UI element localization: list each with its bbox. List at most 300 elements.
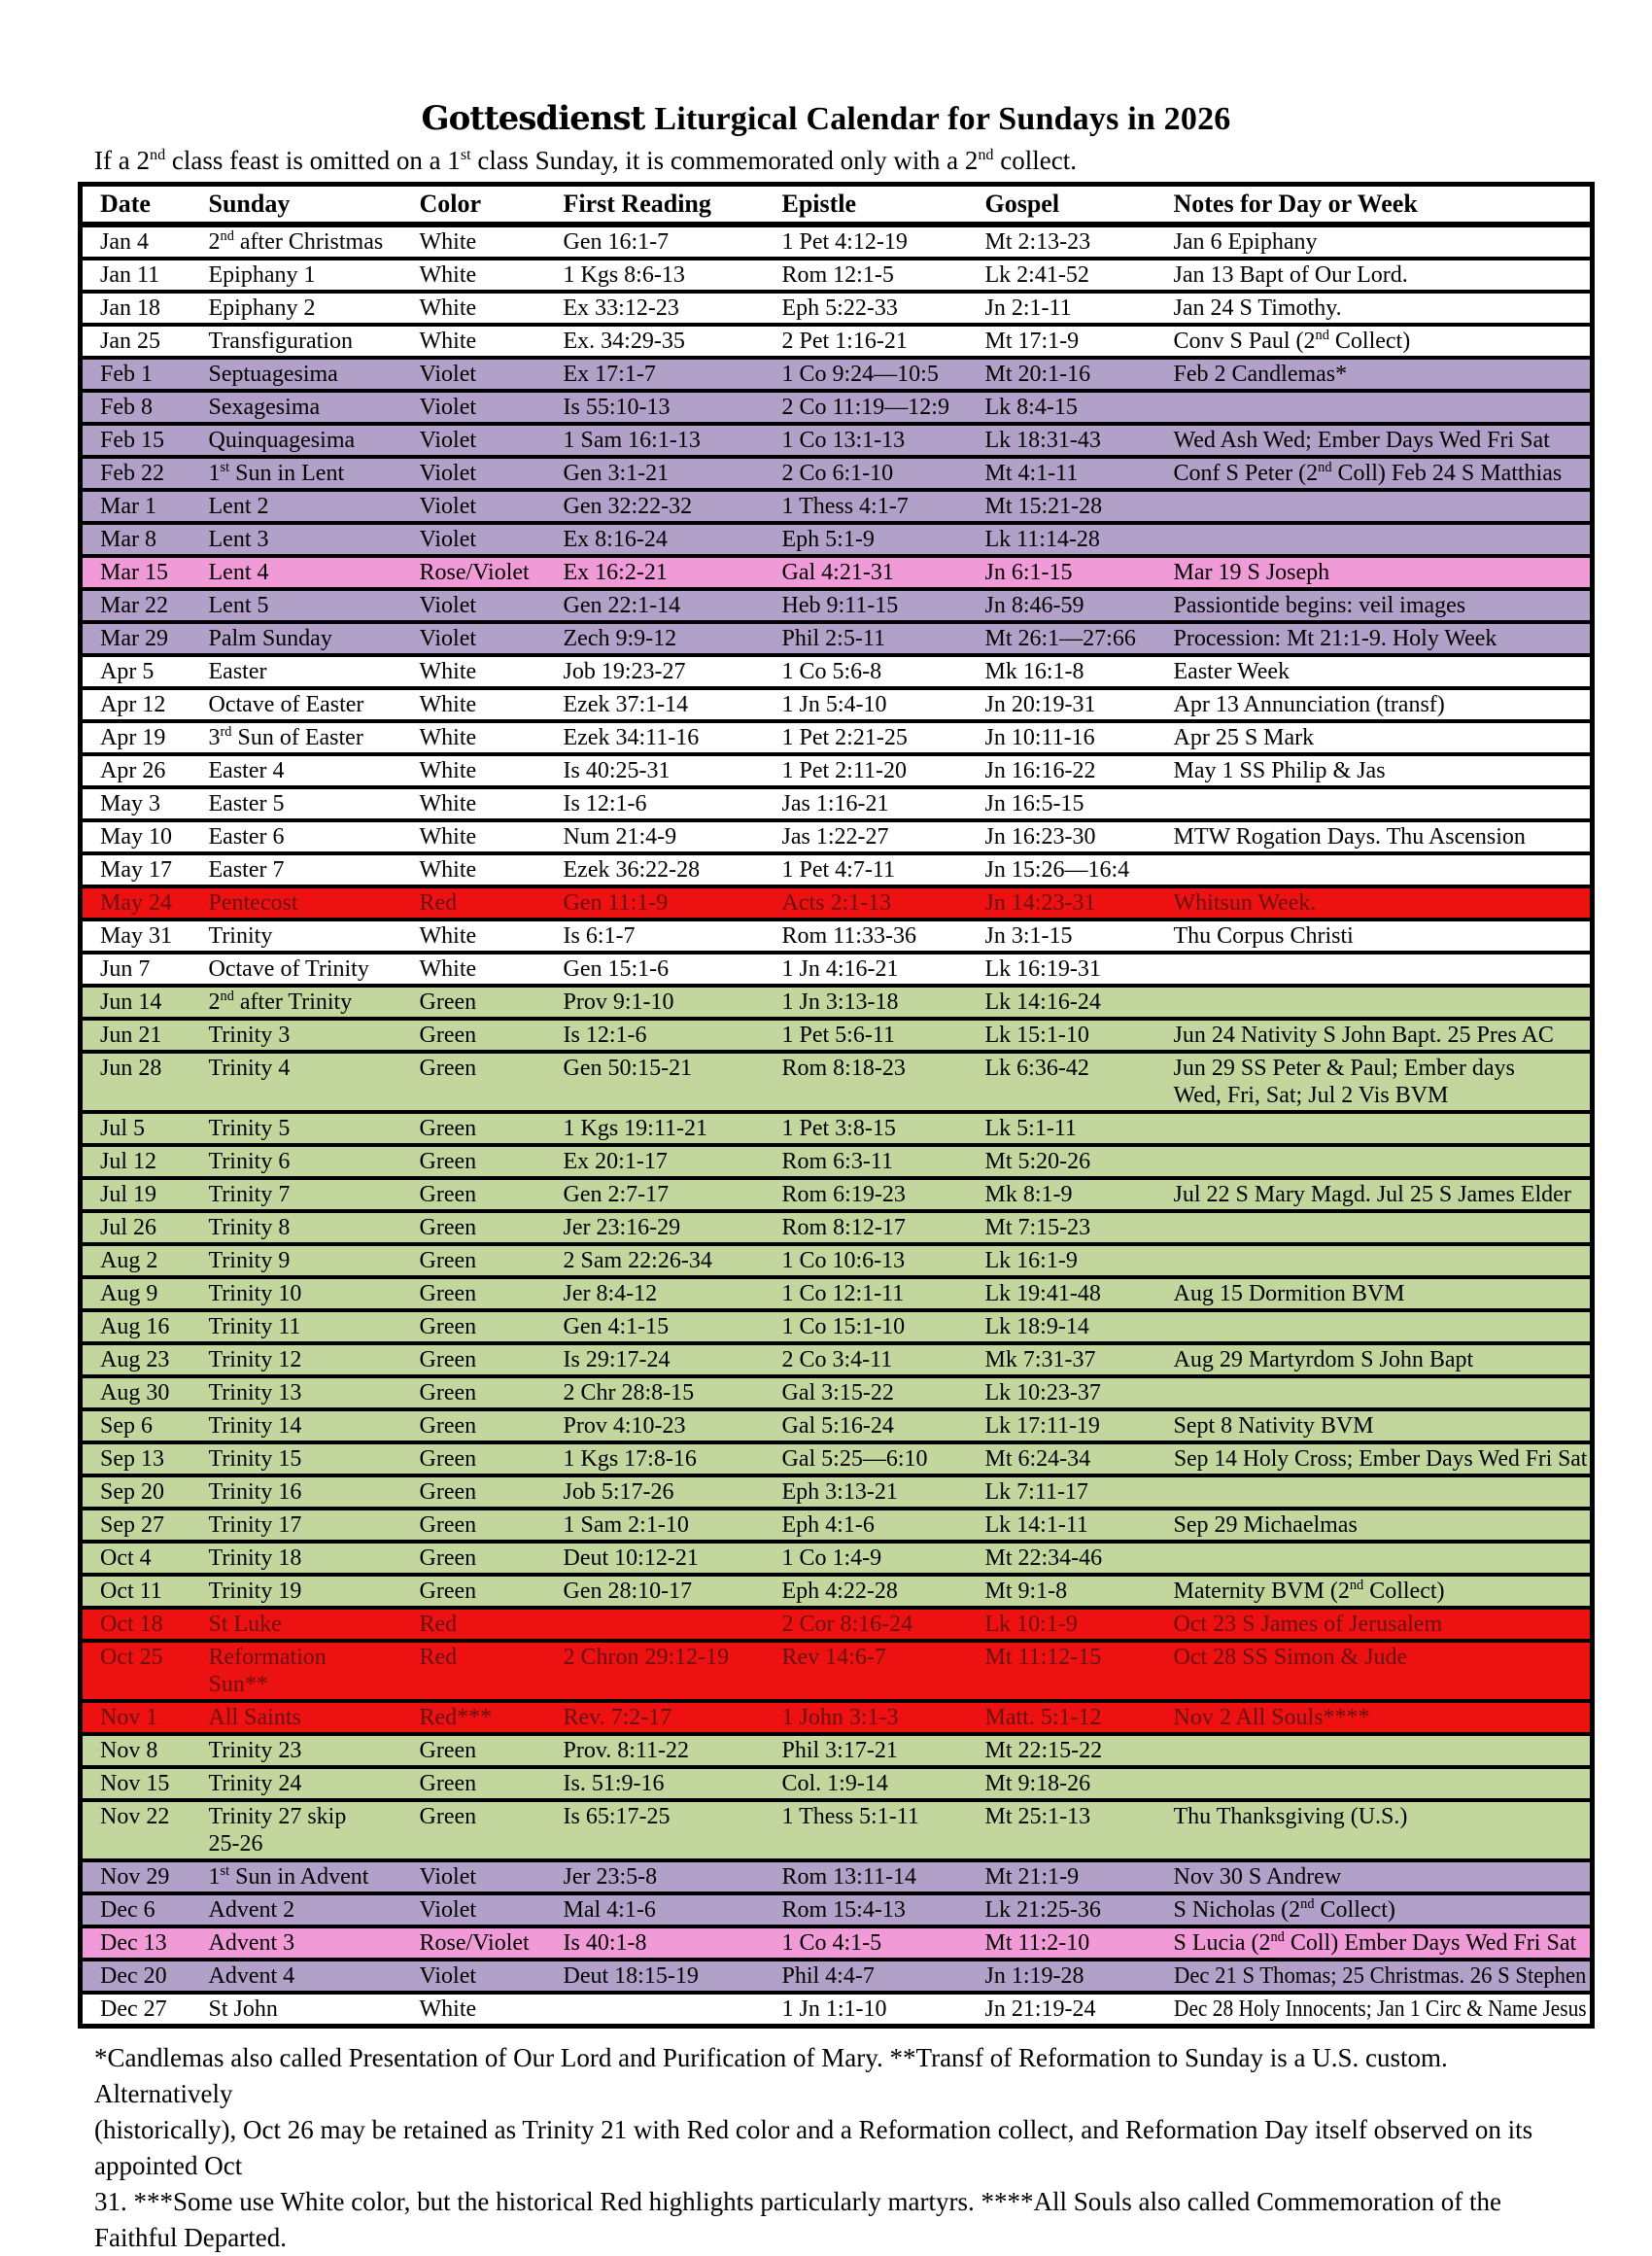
- cell-epistle: 1 Pet 3:8-15: [780, 1112, 983, 1145]
- table-row: [81, 1376, 1593, 1409]
- cell-epistle: Eph 5:1-9: [780, 523, 983, 556]
- table-row: [81, 1277, 1593, 1310]
- cell-first-reading: 1 Kgs 17:8-16: [562, 1442, 780, 1475]
- cell-date: Dec 6: [81, 1893, 207, 1926]
- cell-first-reading: Is 12:1-6: [562, 1019, 780, 1052]
- cell-gospel: Lk 15:1-10: [983, 1019, 1172, 1052]
- cell-sunday: Lent 2: [207, 490, 418, 523]
- cell-notes: Conv S Paul (2nd Collect): [1172, 325, 1593, 358]
- table-row: [81, 1052, 1593, 1112]
- cell-sunday: Lent 5: [207, 589, 418, 622]
- cell-epistle: Gal 4:21-31: [780, 556, 983, 589]
- cell-notes: Oct 28 SS Simon & Jude: [1172, 1641, 1593, 1701]
- cell-epistle: 1 Co 9:24—10:5: [780, 358, 983, 391]
- cell-epistle: Phil 2:5-11: [780, 622, 983, 655]
- cell-color: Green: [418, 986, 562, 1019]
- cell-sunday: Advent 2: [207, 1893, 418, 1926]
- cell-color: Green: [418, 1145, 562, 1178]
- cell-notes: Wed Ash Wed; Ember Days Wed Fri Sat: [1172, 424, 1593, 457]
- cell-epistle: 1 Thess 4:1-7: [780, 490, 983, 523]
- cell-sunday: St John: [207, 1993, 418, 2027]
- cell-sunday: Easter 6: [207, 820, 418, 853]
- cell-notes: [1172, 1767, 1593, 1800]
- cell-epistle: Eph 5:22-33: [780, 292, 983, 325]
- cell-notes: Procession: Mt 21:1-9. Holy Week: [1172, 622, 1593, 655]
- cell-sunday: Easter 7: [207, 853, 418, 886]
- table-row: [81, 358, 1593, 391]
- cell-color: White: [418, 787, 562, 820]
- cell-color: Green: [418, 1052, 562, 1112]
- cell-date: Aug 2: [81, 1244, 207, 1277]
- table-row: [81, 1442, 1593, 1475]
- cell-notes: Feb 2 Candlemas*: [1172, 358, 1593, 391]
- cell-gospel: Mt 22:34-46: [983, 1542, 1172, 1575]
- cell-notes: [1172, 523, 1593, 556]
- cell-epistle: 1 Jn 5:4-10: [780, 688, 983, 721]
- cell-epistle: 1 Co 1:4-9: [780, 1542, 983, 1575]
- cell-sunday: Trinity 24: [207, 1767, 418, 1800]
- cell-date: Jun 28: [81, 1052, 207, 1112]
- cell-gospel: Mt 20:1-16: [983, 358, 1172, 391]
- cell-color: Green: [418, 1244, 562, 1277]
- cell-notes: S Nicholas (2nd Collect): [1172, 1893, 1593, 1926]
- cell-first-reading: Ezek 36:22-28: [562, 853, 780, 886]
- cell-gospel: Mt 21:1-9: [983, 1860, 1172, 1893]
- cell-notes: Apr 25 S Mark: [1172, 721, 1593, 754]
- cell-first-reading: Is 12:1-6: [562, 787, 780, 820]
- cell-gospel: Mt 11:12-15: [983, 1641, 1172, 1701]
- table-row: [81, 787, 1593, 820]
- footnote: *Candlemas also called Presentation of Our Lord and Purification of Mary. **Transf of Reformation to Sunday is a U.S. custom. Alternatively (historically), Oct 26 may be retained as Trinity 21 with Red color and a Reformation collect, and Reformation Day itself observed on its appointed Oct 31. ***Some use White color, but the historical Red highlights particularly martyrs. ****All Souls also called Commemoration of the Faithful Departed.: [94, 2043, 1533, 2252]
- cell-color: White: [418, 754, 562, 787]
- table-row: [81, 920, 1593, 953]
- cell-epistle: Jas 1:22-27: [780, 820, 983, 853]
- cell-first-reading: 1 Kgs 19:11-21: [562, 1112, 780, 1145]
- cell-first-reading: Ex 20:1-17: [562, 1145, 780, 1178]
- cell-sunday: Epiphany 1: [207, 259, 418, 292]
- cell-date: Oct 11: [81, 1575, 207, 1608]
- cell-sunday: Easter 5: [207, 787, 418, 820]
- cell-date: Nov 29: [81, 1860, 207, 1893]
- cell-gospel: Matt. 5:1-12: [983, 1701, 1172, 1734]
- table-row: [81, 754, 1593, 787]
- cell-notes: Dec 28 Holy Innocents; Jan 1 Circ & Name Jesus: [1172, 1993, 1593, 2027]
- table-row: [81, 259, 1593, 292]
- cell-sunday: Octave of Easter: [207, 688, 418, 721]
- cell-notes: Jan 13 Bapt of Our Lord.: [1172, 259, 1593, 292]
- cell-first-reading: Is 40:1-8: [562, 1926, 780, 1960]
- table-row: [81, 1211, 1593, 1244]
- cell-gospel: Jn 16:16-22: [983, 754, 1172, 787]
- cell-notes: S Lucia (2nd Coll) Ember Days Wed Fri Sat: [1172, 1926, 1593, 1960]
- cell-epistle: 2 Cor 8:16-24: [780, 1608, 983, 1641]
- cell-first-reading: Jer 23:5-8: [562, 1860, 780, 1893]
- cell-date: Mar 15: [81, 556, 207, 589]
- table-row: [81, 523, 1593, 556]
- cell-epistle: 2 Co 3:4-11: [780, 1343, 983, 1376]
- cell-notes: [1172, 853, 1593, 886]
- cell-gospel: Lk 14:16-24: [983, 986, 1172, 1019]
- cell-notes: Dec 21 S Thomas; 25 Christmas. 26 S Stephen: [1172, 1960, 1593, 1993]
- cell-gospel: Lk 7:11-17: [983, 1475, 1172, 1509]
- cell-sunday: Trinity 6: [207, 1145, 418, 1178]
- cell-gospel: Mt 9:1-8: [983, 1575, 1172, 1608]
- cell-gospel: Jn 3:1-15: [983, 920, 1172, 953]
- cell-date: Nov 8: [81, 1734, 207, 1767]
- cell-epistle: 1 Pet 2:11-20: [780, 754, 983, 787]
- cell-date: Mar 22: [81, 589, 207, 622]
- table-row: [81, 1244, 1593, 1277]
- cell-color: White: [418, 721, 562, 754]
- table-row: [81, 1343, 1593, 1376]
- cell-sunday: Trinity 11: [207, 1310, 418, 1343]
- cell-sunday: Trinity 5: [207, 1112, 418, 1145]
- cell-gospel: Jn 15:26—16:4: [983, 853, 1172, 886]
- cell-color: Violet: [418, 424, 562, 457]
- cell-first-reading: Gen 3:1-21: [562, 457, 780, 490]
- cell-epistle: Phil 3:17-21: [780, 1734, 983, 1767]
- cell-gospel: Lk 10:1-9: [983, 1608, 1172, 1641]
- cell-sunday: Lent 3: [207, 523, 418, 556]
- cell-sunday: 1st Sun in Lent: [207, 457, 418, 490]
- cell-color: Rose/Violet: [418, 1926, 562, 1960]
- cell-date: May 3: [81, 787, 207, 820]
- cell-notes: Apr 13 Annunciation (transf): [1172, 688, 1593, 721]
- cell-epistle: 1 Jn 4:16-21: [780, 953, 983, 986]
- cell-notes: Thu Corpus Christi: [1172, 920, 1593, 953]
- cell-notes: MTW Rogation Days. Thu Ascension: [1172, 820, 1593, 853]
- cell-date: Oct 25: [81, 1641, 207, 1701]
- cell-gospel: Jn 20:19-31: [983, 688, 1172, 721]
- cell-date: Feb 15: [81, 424, 207, 457]
- cell-color: White: [418, 325, 562, 358]
- column-header-color: Color: [418, 185, 562, 226]
- cell-first-reading: 1 Kgs 8:6-13: [562, 259, 780, 292]
- cell-sunday: Trinity 8: [207, 1211, 418, 1244]
- cell-date: May 17: [81, 853, 207, 886]
- cell-notes: Sept 8 Nativity BVM: [1172, 1409, 1593, 1442]
- cell-sunday: Lent 4: [207, 556, 418, 589]
- cell-first-reading: Gen 16:1-7: [562, 225, 780, 259]
- cell-gospel: Jn 10:11-16: [983, 721, 1172, 754]
- cell-notes: Thu Thanksgiving (U.S.): [1172, 1800, 1593, 1860]
- cell-sunday: Trinity: [207, 920, 418, 953]
- cell-epistle: Rom 12:1-5: [780, 259, 983, 292]
- cell-gospel: Mt 22:15-22: [983, 1734, 1172, 1767]
- cell-color: Green: [418, 1178, 562, 1211]
- cell-gospel: Lk 17:11-19: [983, 1409, 1172, 1442]
- cell-color: Green: [418, 1376, 562, 1409]
- cell-color: White: [418, 820, 562, 853]
- table-row: [81, 986, 1593, 1019]
- table-row: [81, 1575, 1593, 1608]
- cell-gospel: Jn 14:23-31: [983, 886, 1172, 920]
- cell-gospel: Mt 5:20-26: [983, 1145, 1172, 1178]
- cell-notes: Maternity BVM (2nd Collect): [1172, 1575, 1593, 1608]
- cell-color: Green: [418, 1734, 562, 1767]
- cell-color: Violet: [418, 358, 562, 391]
- cell-color: Red: [418, 1641, 562, 1701]
- header-row: [81, 185, 1593, 226]
- table-row: [81, 1178, 1593, 1211]
- cell-sunday: Trinity 17: [207, 1509, 418, 1542]
- cell-color: Red***: [418, 1701, 562, 1734]
- cell-color: Green: [418, 1542, 562, 1575]
- table-row: [81, 1112, 1593, 1145]
- cell-epistle: 1 Co 13:1-13: [780, 424, 983, 457]
- cell-first-reading: Prov 4:10-23: [562, 1409, 780, 1442]
- title-text: Liturgical Calendar for Sundays in 2026: [654, 101, 1231, 137]
- cell-sunday: Advent 3: [207, 1926, 418, 1960]
- cell-sunday: Trinity 14: [207, 1409, 418, 1442]
- table-row: [81, 1310, 1593, 1343]
- cell-date: Apr 5: [81, 655, 207, 688]
- cell-gospel: Lk 14:1-11: [983, 1509, 1172, 1542]
- cell-gospel: Mt 25:1-13: [983, 1800, 1172, 1860]
- cell-color: Violet: [418, 391, 562, 424]
- cell-date: Aug 23: [81, 1343, 207, 1376]
- cell-epistle: Rom 15:4-13: [780, 1893, 983, 1926]
- cell-sunday: All Saints: [207, 1701, 418, 1734]
- column-header-notes: Notes for Day or Week: [1172, 185, 1593, 226]
- cell-first-reading: Ex 17:1-7: [562, 358, 780, 391]
- cell-first-reading: Mal 4:1-6: [562, 1893, 780, 1926]
- cell-date: Apr 26: [81, 754, 207, 787]
- cell-date: Jan 18: [81, 292, 207, 325]
- cell-gospel: Mt 9:18-26: [983, 1767, 1172, 1800]
- cell-first-reading: Prov. 8:11-22: [562, 1734, 780, 1767]
- cell-notes: Sep 14 Holy Cross; Ember Days Wed Fri Sat: [1172, 1442, 1593, 1475]
- cell-date: Oct 18: [81, 1608, 207, 1641]
- table-row: [81, 622, 1593, 655]
- cell-first-reading: Gen 15:1-6: [562, 953, 780, 986]
- cell-gospel: Lk 8:4-15: [983, 391, 1172, 424]
- column-header-first-reading: First Reading: [562, 185, 780, 226]
- cell-epistle: 1 Co 5:6-8: [780, 655, 983, 688]
- table-row: [81, 1767, 1593, 1800]
- cell-sunday: Trinity 19: [207, 1575, 418, 1608]
- cell-sunday: Trinity 23: [207, 1734, 418, 1767]
- cell-epistle: Acts 2:1-13: [780, 886, 983, 920]
- table-row: [81, 1608, 1593, 1641]
- table-row: [81, 688, 1593, 721]
- cell-sunday: Transfiguration: [207, 325, 418, 358]
- cell-sunday: 3rd Sun of Easter: [207, 721, 418, 754]
- cell-color: Green: [418, 1509, 562, 1542]
- table-row: [81, 556, 1593, 589]
- cell-epistle: Eph 3:13-21: [780, 1475, 983, 1509]
- cell-date: Mar 8: [81, 523, 207, 556]
- cell-epistle: Rom 6:19-23: [780, 1178, 983, 1211]
- cell-sunday: Trinity 18: [207, 1542, 418, 1575]
- cell-date: Dec 27: [81, 1993, 207, 2027]
- cell-color: Violet: [418, 1860, 562, 1893]
- cell-date: Feb 8: [81, 391, 207, 424]
- cell-epistle: Phil 4:4-7: [780, 1960, 983, 1993]
- cell-color: Violet: [418, 457, 562, 490]
- cell-color: Green: [418, 1310, 562, 1343]
- cell-epistle: 1 Co 15:1-10: [780, 1310, 983, 1343]
- cell-first-reading: Deut 18:15-19: [562, 1960, 780, 1993]
- cell-color: White: [418, 920, 562, 953]
- cell-first-reading: Ex. 34:29-35: [562, 325, 780, 358]
- cell-first-reading: Ex 33:12-23: [562, 292, 780, 325]
- cell-gospel: Mk 8:1-9: [983, 1178, 1172, 1211]
- cell-sunday: Palm Sunday: [207, 622, 418, 655]
- cell-date: Oct 4: [81, 1542, 207, 1575]
- table-row: [81, 1993, 1593, 2027]
- cell-color: White: [418, 259, 562, 292]
- cell-date: Jul 5: [81, 1112, 207, 1145]
- cell-color: Green: [418, 1343, 562, 1376]
- cell-date: Jan 11: [81, 259, 207, 292]
- cell-sunday: Septuagesima: [207, 358, 418, 391]
- cell-gospel: Jn 21:19-24: [983, 1993, 1172, 2027]
- cell-epistle: Rom 6:3-11: [780, 1145, 983, 1178]
- cell-first-reading: Is 55:10-13: [562, 391, 780, 424]
- cell-date: Nov 1: [81, 1701, 207, 1734]
- cell-epistle: 1 Co 4:1-5: [780, 1926, 983, 1960]
- table-row: [81, 1800, 1593, 1860]
- cell-date: Aug 16: [81, 1310, 207, 1343]
- cell-notes: Jan 6 Epiphany: [1172, 225, 1593, 259]
- cell-first-reading: Num 21:4-9: [562, 820, 780, 853]
- cell-color: Green: [418, 1409, 562, 1442]
- cell-gospel: Jn 2:1-11: [983, 292, 1172, 325]
- cell-notes: [1172, 1376, 1593, 1409]
- cell-first-reading: Gen 50:15-21: [562, 1052, 780, 1112]
- cell-gospel: Mk 7:31-37: [983, 1343, 1172, 1376]
- cell-date: Sep 6: [81, 1409, 207, 1442]
- table-row: [81, 1734, 1593, 1767]
- cell-color: White: [418, 292, 562, 325]
- cell-first-reading: Is 40:25-31: [562, 754, 780, 787]
- cell-sunday: Pentecost: [207, 886, 418, 920]
- cell-sunday: Easter: [207, 655, 418, 688]
- cell-notes: Aug 29 Martyrdom S John Bapt: [1172, 1343, 1593, 1376]
- cell-notes: [1172, 1145, 1593, 1178]
- cell-first-reading: 2 Chron 29:12-19: [562, 1641, 780, 1701]
- cell-date: May 31: [81, 920, 207, 953]
- cell-color: Green: [418, 1112, 562, 1145]
- table-row: [81, 225, 1593, 259]
- cell-date: Jun 14: [81, 986, 207, 1019]
- cell-first-reading: Gen 22:1-14: [562, 589, 780, 622]
- cell-epistle: Rom 8:18-23: [780, 1052, 983, 1112]
- cell-first-reading: Is 29:17-24: [562, 1343, 780, 1376]
- cell-notes: Easter Week: [1172, 655, 1593, 688]
- cell-first-reading: Deut 10:12-21: [562, 1542, 780, 1575]
- cell-epistle: Rom 8:12-17: [780, 1211, 983, 1244]
- cell-date: Dec 13: [81, 1926, 207, 1960]
- cell-sunday: Trinity 13: [207, 1376, 418, 1409]
- cell-notes: Nov 2 All Souls****: [1172, 1701, 1593, 1734]
- table-row: [81, 1860, 1593, 1893]
- cell-date: Jan 25: [81, 325, 207, 358]
- cell-sunday: Trinity 15: [207, 1442, 418, 1475]
- cell-date: Aug 30: [81, 1376, 207, 1409]
- cell-first-reading: Gen 4:1-15: [562, 1310, 780, 1343]
- table-row: [81, 1019, 1593, 1052]
- cell-sunday: Trinity 10: [207, 1277, 418, 1310]
- cell-date: Sep 27: [81, 1509, 207, 1542]
- table-row: [81, 1145, 1593, 1178]
- cell-notes: [1172, 1211, 1593, 1244]
- cell-sunday: Sexagesima: [207, 391, 418, 424]
- cell-color: Green: [418, 1575, 562, 1608]
- cell-gospel: Mt 26:1—27:66: [983, 622, 1172, 655]
- cell-date: May 24: [81, 886, 207, 920]
- cell-sunday: St Luke: [207, 1608, 418, 1641]
- table-row: [81, 1701, 1593, 1734]
- cell-notes: Sep 29 Michaelmas: [1172, 1509, 1593, 1542]
- cell-color: White: [418, 688, 562, 721]
- cell-color: Violet: [418, 622, 562, 655]
- cell-date: Jul 19: [81, 1178, 207, 1211]
- cell-gospel: Mt 15:21-28: [983, 490, 1172, 523]
- cell-sunday: 2nd after Christmas: [207, 225, 418, 259]
- cell-color: Green: [418, 1019, 562, 1052]
- table-row: [81, 886, 1593, 920]
- cell-color: White: [418, 225, 562, 259]
- cell-epistle: 2 Pet 1:16-21: [780, 325, 983, 358]
- cell-date: Mar 1: [81, 490, 207, 523]
- cell-first-reading: Ex 16:2-21: [562, 556, 780, 589]
- cell-sunday: Trinity 27 skip 25-26: [207, 1800, 418, 1860]
- cell-gospel: Mt 6:24-34: [983, 1442, 1172, 1475]
- cell-notes: [1172, 787, 1593, 820]
- cell-notes: [1172, 1112, 1593, 1145]
- cell-date: Nov 15: [81, 1767, 207, 1800]
- column-header-sunday: Sunday: [207, 185, 418, 226]
- cell-color: Green: [418, 1475, 562, 1509]
- cell-epistle: 2 Co 11:19—12:9: [780, 391, 983, 424]
- cell-first-reading: Gen 28:10-17: [562, 1575, 780, 1608]
- table-row: [81, 1409, 1593, 1442]
- cell-notes: Jan 24 S Timothy.: [1172, 292, 1593, 325]
- brand-name: Gottesdienst: [421, 99, 645, 138]
- cell-date: Jun 7: [81, 953, 207, 986]
- table-row: [81, 853, 1593, 886]
- table-row: [81, 325, 1593, 358]
- cell-sunday: Advent 4: [207, 1960, 418, 1993]
- cell-color: Violet: [418, 1893, 562, 1926]
- cell-first-reading: [562, 1608, 780, 1641]
- cell-notes: Jun 24 Nativity S John Bapt. 25 Pres AC: [1172, 1019, 1593, 1052]
- cell-first-reading: 2 Sam 22:26-34: [562, 1244, 780, 1277]
- cell-gospel: Mt 11:2-10: [983, 1926, 1172, 1960]
- cell-date: Jul 26: [81, 1211, 207, 1244]
- table-row: [81, 1960, 1593, 1993]
- cell-gospel: Mt 7:15-23: [983, 1211, 1172, 1244]
- cell-color: Violet: [418, 1960, 562, 1993]
- cell-gospel: Jn 8:46-59: [983, 589, 1172, 622]
- page-title: [0, 99, 1652, 138]
- cell-notes: [1172, 1475, 1593, 1509]
- cell-gospel: Mt 4:1-11: [983, 457, 1172, 490]
- cell-first-reading: Is 65:17-25: [562, 1800, 780, 1860]
- cell-notes: Aug 15 Dormition BVM: [1172, 1277, 1593, 1310]
- table-row: [81, 391, 1593, 424]
- cell-color: White: [418, 1993, 562, 2027]
- cell-gospel: Mt 2:13-23: [983, 225, 1172, 259]
- cell-notes: [1172, 1542, 1593, 1575]
- calendar-body: [81, 225, 1593, 2027]
- table-row: [81, 1926, 1593, 1960]
- cell-first-reading: Gen 32:22-32: [562, 490, 780, 523]
- cell-first-reading: Gen 2:7-17: [562, 1178, 780, 1211]
- cell-notes: [1172, 1310, 1593, 1343]
